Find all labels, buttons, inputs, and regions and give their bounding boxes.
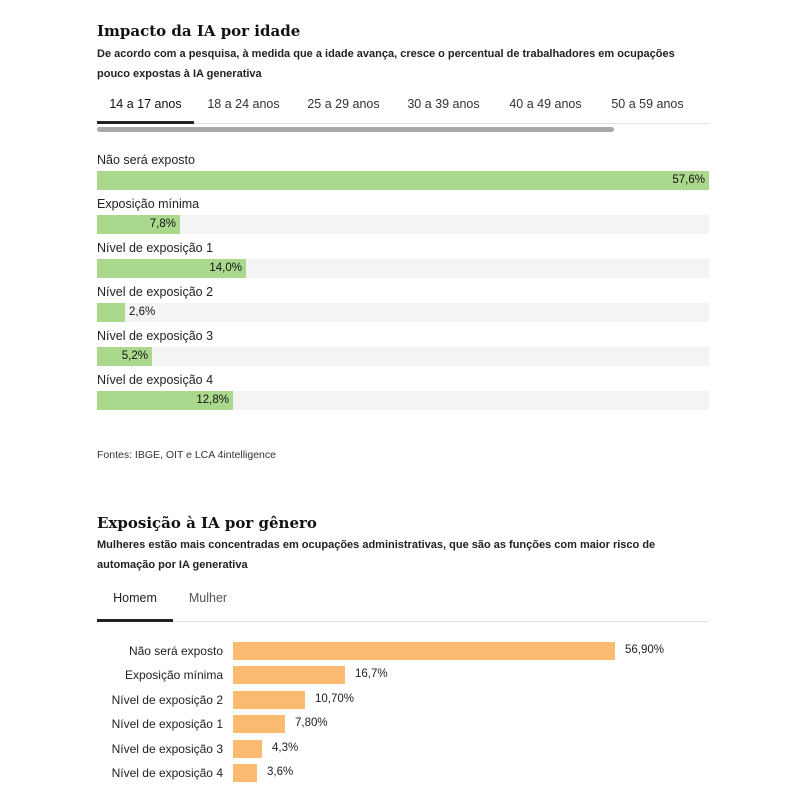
bar-label: Nível de exposição 2 — [111, 692, 223, 707]
bar-track — [97, 171, 709, 190]
bar-track — [97, 347, 709, 366]
bar-label: Nível de exposição 4 — [111, 766, 223, 780]
bar-label: Não será exposto — [97, 153, 195, 167]
tab-mulher[interactable]: Mulher — [188, 591, 228, 605]
bar-value-label: 4,3% — [272, 741, 299, 754]
bar-value-label: 57,6% — [672, 174, 705, 186]
bar-value-label: 12,8% — [196, 394, 229, 406]
bar-value-label: 2,6% — [129, 306, 156, 318]
tab-40-49[interactable]: 40 a 49 anos — [509, 97, 582, 111]
tab-14-17[interactable]: 14 a 17 anos — [97, 86, 194, 124]
bar-track — [97, 215, 709, 234]
bar-label: Não será exposto — [128, 644, 223, 658]
bar-value-label: 56,90% — [625, 644, 665, 656]
bar-label: Nível de exposição 1 — [97, 241, 214, 255]
gender-tabs — [97, 583, 709, 622]
bar — [233, 691, 305, 709]
bar — [233, 764, 257, 782]
bar-label: Nível de exposição 4 — [97, 373, 214, 387]
tab-50-59[interactable]: 50 a 59 anos — [611, 97, 684, 111]
chart1-subtitle: De acordo com a pesquisa, à medida que a idade avança, cresce o percentual de trabalhadores em ocupações pouco expostas à IA generativa — [97, 48, 675, 80]
bar — [233, 715, 285, 733]
tab-homem[interactable]: Homem — [97, 583, 173, 622]
bar-value-label: 5,2% — [121, 350, 148, 362]
bar-track — [97, 391, 709, 410]
bar-label: Exposição mínima — [124, 668, 223, 683]
bar-label: Nível de exposição 3 — [97, 329, 214, 343]
bar-track — [97, 259, 709, 278]
bar-label: Nível de exposição 2 — [97, 285, 214, 299]
tab-25-29[interactable]: 25 a 29 anos — [307, 97, 380, 111]
bar-track — [97, 303, 709, 322]
bar — [97, 171, 709, 190]
bar-value-label: 3,6% — [267, 766, 294, 778]
bar-value-label: 10,70% — [315, 692, 355, 705]
tabs-scrollbar[interactable] — [97, 127, 614, 132]
bar-label: Nível de exposição 1 — [111, 717, 223, 732]
chart2-title: Exposição à IA por gênero — [97, 514, 317, 532]
bar — [233, 642, 615, 660]
tab-30-39[interactable]: 30 a 39 anos — [407, 97, 480, 111]
bar-value-label: 14,0% — [209, 262, 242, 274]
bar-label: Exposição mínima — [97, 197, 200, 211]
bar-value-label: 7,8% — [149, 218, 176, 230]
chart1-title: Impacto da IA por idade — [97, 22, 301, 40]
chart2-subtitle: Mulheres estão mais concentradas em ocupações administrativas, que são as funções com maior risco de automação por IA generativa — [97, 539, 656, 571]
bar — [97, 303, 125, 322]
bar — [233, 740, 262, 758]
bar — [233, 666, 345, 684]
bar-value-label: 7,80% — [295, 717, 328, 730]
bar-label: Nível de exposição 3 — [111, 741, 223, 756]
source-note: Fontes: IBGE, OIT e LCA 4intelligence — [97, 449, 276, 461]
bar-value-label: 16,7% — [355, 668, 388, 681]
tab-18-24[interactable]: 18 a 24 anos — [207, 97, 280, 111]
age-tabs — [97, 86, 709, 124]
